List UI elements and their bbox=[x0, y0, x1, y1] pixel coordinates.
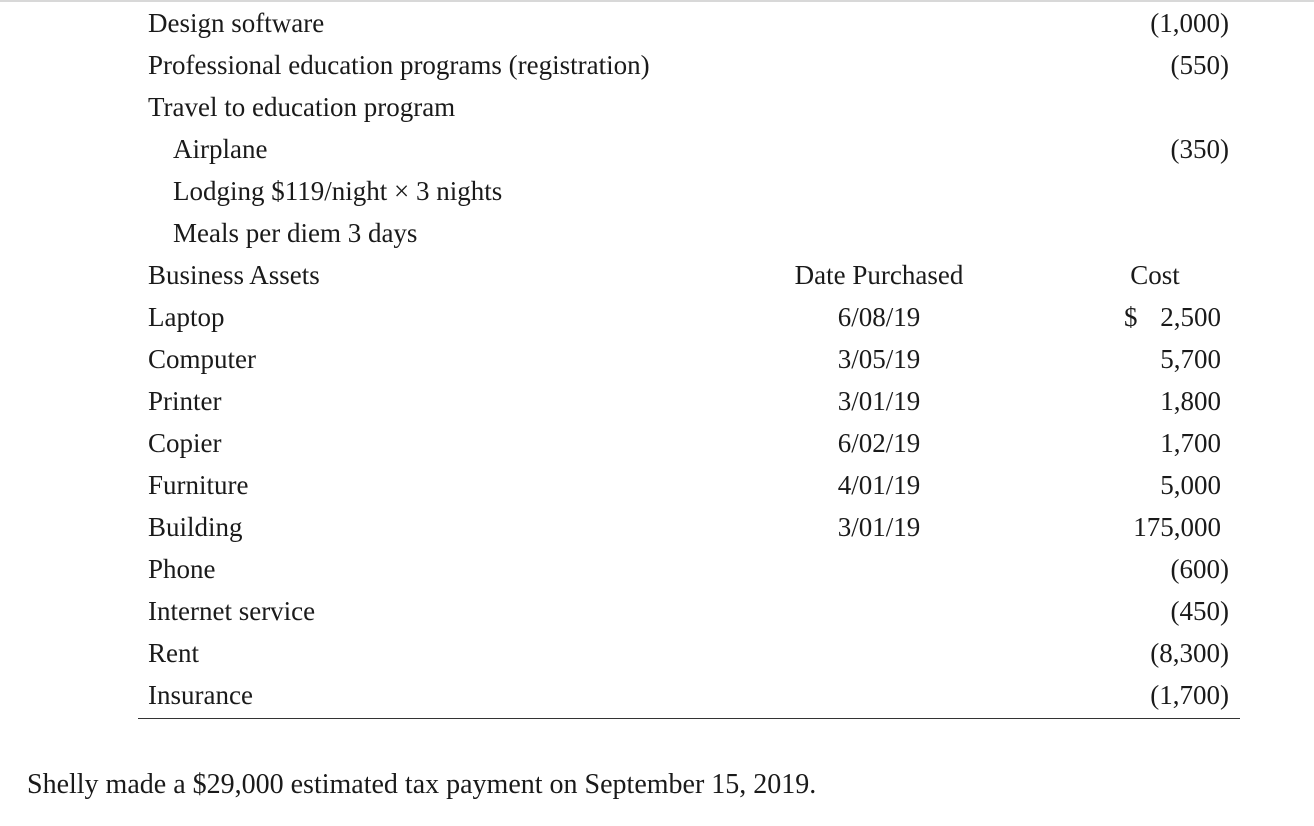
asset-cost: 5,000 bbox=[1160, 470, 1221, 500]
expense-row-lodging bbox=[0, 170, 1314, 212]
asset-date: 6/08/19 bbox=[837, 302, 921, 332]
asset-row-printer bbox=[0, 380, 1314, 422]
expense-label: Design software bbox=[148, 8, 325, 38]
expense-label: Internet service bbox=[148, 596, 316, 626]
asset-label: Printer bbox=[148, 386, 222, 416]
asset-row-computer bbox=[0, 338, 1314, 380]
asset-date: 3/01/19 bbox=[837, 512, 921, 542]
asset-label: Furniture bbox=[148, 470, 249, 500]
expense-row-meals bbox=[0, 212, 1314, 254]
asset-label: Building bbox=[148, 512, 243, 542]
assets-header-row bbox=[0, 254, 1314, 296]
asset-cost: 175,000 bbox=[1133, 512, 1221, 542]
expense-row-education-programs bbox=[0, 44, 1314, 86]
asset-row-building bbox=[0, 506, 1314, 548]
expense-row-design-software bbox=[0, 2, 1314, 44]
expense-amount: (1,700) bbox=[1150, 680, 1229, 710]
asset-cost: 1,700 bbox=[1160, 428, 1221, 458]
expense-amount: (450) bbox=[1170, 596, 1229, 626]
table-bottom-rule bbox=[138, 718, 1240, 719]
expense-amount: (600) bbox=[1170, 554, 1229, 584]
asset-row-laptop bbox=[0, 296, 1314, 338]
expense-amount: (8,300) bbox=[1150, 638, 1229, 668]
asset-label: Copier bbox=[148, 428, 222, 458]
asset-date: 3/01/19 bbox=[837, 386, 921, 416]
asset-date: 4/01/19 bbox=[837, 470, 921, 500]
assets-header-cost: Cost bbox=[1130, 260, 1180, 290]
asset-cost: 1,800 bbox=[1160, 386, 1221, 416]
assets-header-date: Date Purchased bbox=[794, 260, 964, 290]
expense-amount: (550) bbox=[1170, 50, 1229, 80]
asset-cost: 2,500 bbox=[1160, 302, 1221, 332]
estimated-tax-note: Shelly made a $29,000 estimated tax payment on September 15, 2019. bbox=[27, 769, 817, 800]
asset-date: 6/02/19 bbox=[837, 428, 921, 458]
asset-label: Computer bbox=[148, 344, 256, 374]
expense-label: Airplane bbox=[173, 134, 268, 164]
expense-label: Phone bbox=[148, 554, 216, 584]
expense-label: Insurance bbox=[148, 680, 253, 710]
expense-row-internet bbox=[0, 590, 1314, 632]
asset-label: Laptop bbox=[148, 302, 225, 332]
asset-cost-currency: $ bbox=[1124, 302, 1138, 332]
asset-row-copier bbox=[0, 422, 1314, 464]
expense-label: Meals per diem 3 days bbox=[173, 218, 418, 248]
asset-date: 3/05/19 bbox=[837, 344, 921, 374]
asset-row-furniture bbox=[0, 464, 1314, 506]
expense-label: Travel to education program bbox=[148, 92, 456, 122]
assets-header-label: Business Assets bbox=[148, 260, 320, 290]
expense-row-travel bbox=[0, 86, 1314, 128]
asset-cost: 5,700 bbox=[1160, 344, 1221, 374]
expense-label: Lodging $119/night × 3 nights bbox=[173, 176, 503, 206]
expense-row-rent bbox=[0, 632, 1314, 674]
expense-amount: (1,000) bbox=[1150, 8, 1229, 38]
expense-label: Professional education programs (registration) bbox=[148, 50, 650, 80]
expense-row-phone bbox=[0, 548, 1314, 590]
expense-label: Rent bbox=[148, 638, 199, 668]
expense-amount: (350) bbox=[1170, 134, 1229, 164]
expense-row-insurance bbox=[0, 674, 1314, 716]
expense-row-airplane bbox=[0, 128, 1314, 170]
